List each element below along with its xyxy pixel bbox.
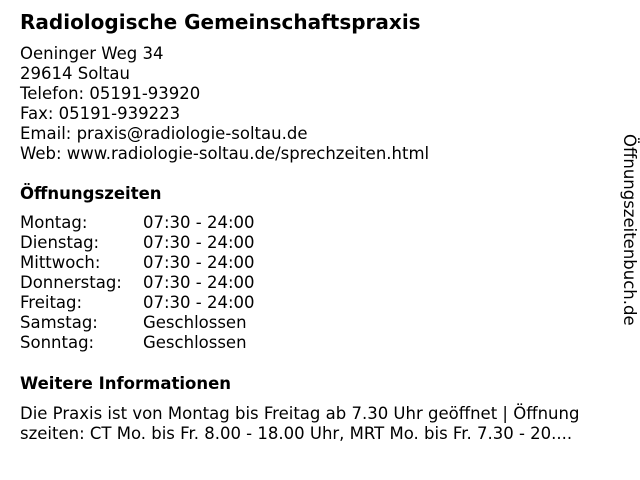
day-label: Montag: [20,213,88,232]
hours-value: 07:30 - 24:00 [143,253,255,272]
email-address: Email: praxis@radiologie-soltau.de [20,124,308,143]
website-url: Web: www.radiologie-soltau.de/sprechzeiten.html [20,144,430,163]
site-watermark [620,134,640,362]
hours-value: 07:30 - 24:00 [143,293,255,312]
phone-number: Telefon: 05191-93920 [20,84,201,103]
hours-row-saturday [20,313,255,333]
hours-row-monday [20,213,255,233]
day-label: Freitag: [20,293,83,312]
day-label: Dienstag: [20,233,100,252]
hours-row-friday [20,293,255,313]
city-address: 29614 Soltau [20,64,130,83]
more-info-line: Die Praxis ist von Montag bis Freitag ab 7.30 Uhr geöffnet | Öffnung [20,404,580,423]
fax-number: Fax: 05191-939223 [20,104,181,123]
day-label: Mittwoch: [20,253,101,272]
hours-value: Geschlossen [143,333,247,352]
day-label: Samstag: [20,313,98,332]
street-address: Oeninger Weg 34 [20,44,164,63]
opening-hours-heading: Öffnungszeiten [20,184,162,203]
hours-row-wednesday [20,253,255,273]
hours-value: 07:30 - 24:00 [143,233,255,252]
hours-value: Geschlossen [143,313,247,332]
hours-value: 07:30 - 24:00 [143,273,255,292]
more-info-text [20,404,620,444]
opening-hours-table [20,213,255,353]
hours-row-thursday [20,273,255,293]
contact-block [20,44,429,164]
watermark-text: Öffnungszeitenbuch.de [620,134,639,326]
day-label: Donnerstag: [20,273,122,292]
hours-row-sunday [20,333,255,353]
day-label: Sonntag: [20,333,95,352]
more-info-line: szeiten: CT Mo. bis Fr. 8.00 - 18.00 Uhr, MRT Mo. bis Fr. 7.30 - 20.... [20,424,573,443]
hours-row-tuesday [20,233,255,253]
practice-name: Radiologische Gemeinschaftspraxis [20,10,421,34]
more-info-heading: Weitere Informationen [20,374,232,393]
hours-value: 07:30 - 24:00 [143,213,255,232]
